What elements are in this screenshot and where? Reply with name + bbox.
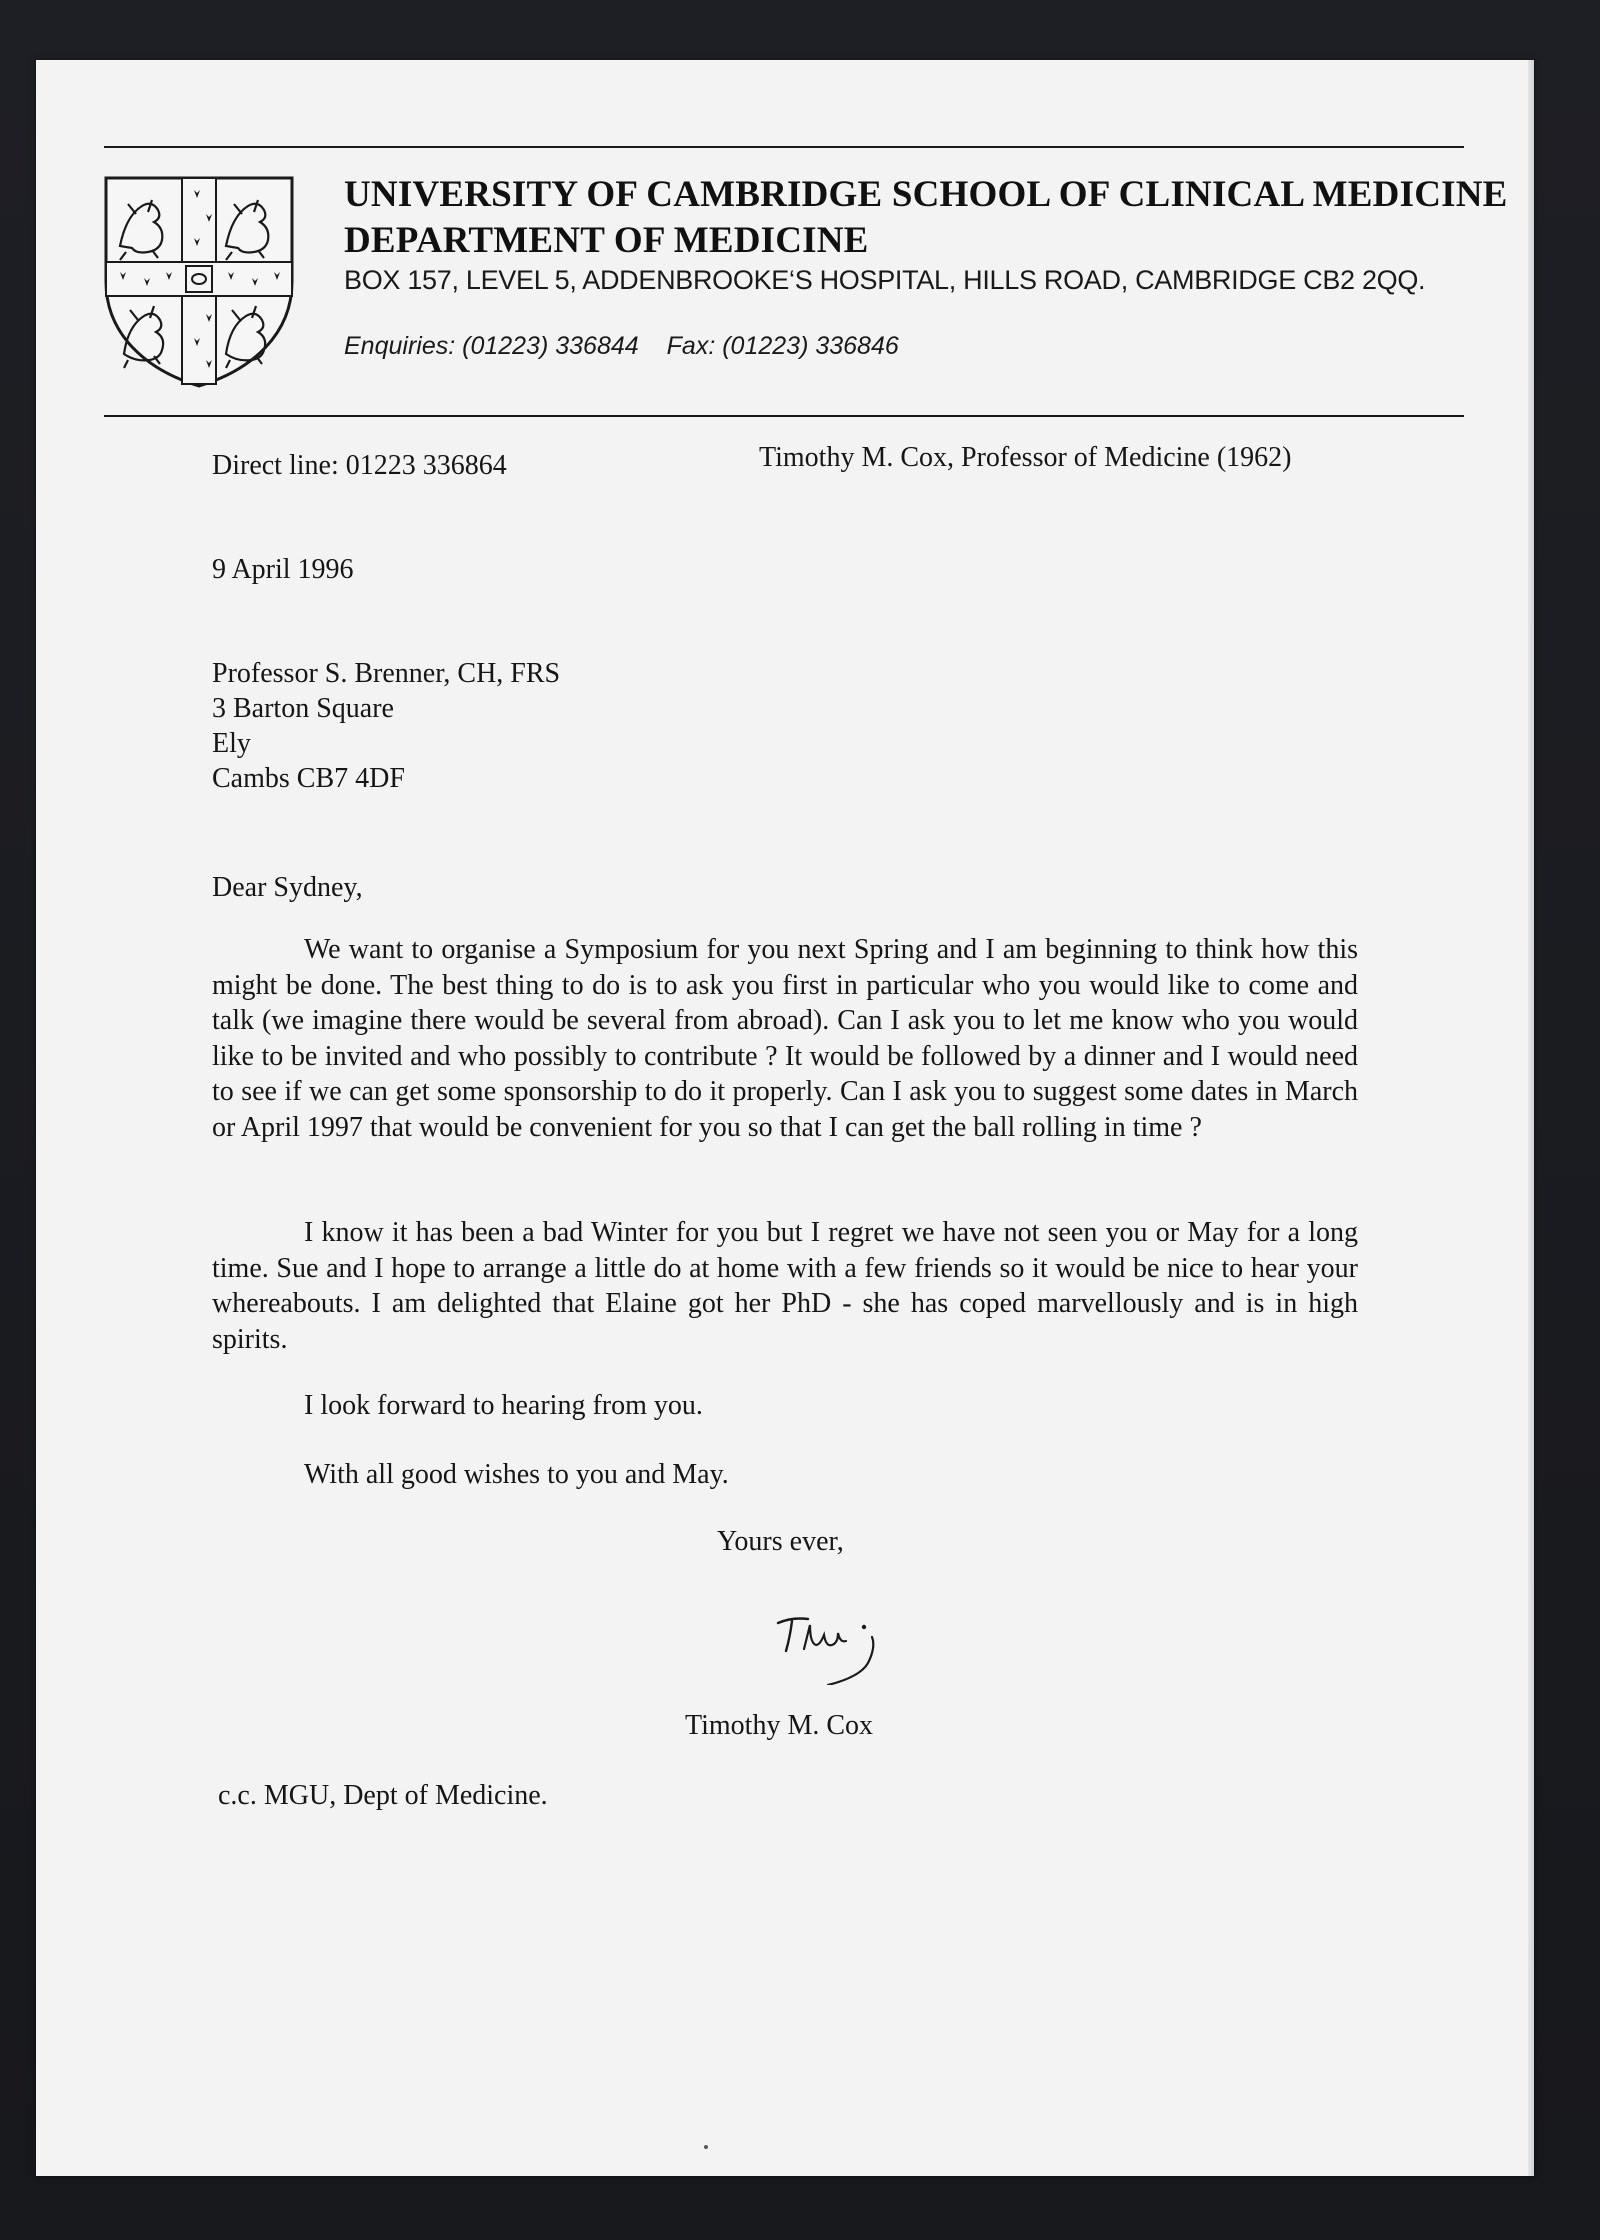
salutation: Dear Sydney, — [212, 872, 363, 903]
department-name: DEPARTMENT OF MEDICINE — [344, 220, 869, 261]
body-paragraph-4: With all good wishes to you and May. — [304, 1459, 729, 1490]
letter-page — [36, 60, 1534, 2176]
letterhead-top-rule — [104, 146, 1464, 148]
letterhead-bottom-rule — [104, 415, 1464, 417]
direct-line: Direct line: 01223 336864 — [212, 450, 507, 481]
sender-name-title: Timothy M. Cox, Professor of Medicine (1962) — [759, 442, 1292, 473]
body-paragraph-1: We want to organise a Symposium for you next Spring and I am beginning to think how this might be done. The best thing to do is to ask you first in particular who you would like to come and talk (we imagine there would be several from abroad). Can I ask you to let me know who you would like to be invited and who possibly to contribute ? It would be followed by a dinner and I would need to see if we can get some sponsorship to do it properly. Can I ask you to suggest some dates in March or April 1997 that would be convenient for you so that I can get the ball rolling in time ? — [212, 934, 1358, 1143]
recipient-line-1: Professor S. Brenner, CH, FRS — [212, 658, 561, 689]
letterhead-contact — [344, 332, 899, 361]
recipient-address — [212, 656, 560, 796]
page-edge — [1528, 60, 1534, 2176]
fax-number: Fax: (01223) 336846 — [666, 332, 899, 360]
closing: Yours ever, — [717, 1526, 844, 1557]
institution-name: UNIVERSITY OF CAMBRIDGE SCHOOL OF CLINICAL MEDICINE — [344, 174, 1508, 215]
paper-speck — [704, 2145, 708, 2149]
university-crest-icon — [102, 174, 296, 390]
signatory-name: Timothy M. Cox — [685, 1710, 874, 1741]
recipient-line-3: Ely — [212, 728, 251, 759]
handwritten-signature — [768, 1605, 908, 1685]
recipient-line-2: 3 Barton Square — [212, 693, 394, 724]
enquiries-number: Enquiries: (01223) 336844 — [344, 332, 639, 360]
recipient-line-4: Cambs CB7 4DF — [212, 763, 405, 794]
letter-date: 9 April 1996 — [212, 554, 354, 585]
body-paragraph-3: I look forward to hearing from you. — [304, 1390, 703, 1421]
institution-address: BOX 157, LEVEL 5, ADDENBROOKE‘S HOSPITAL, HILLS ROAD, CAMBRIDGE CB2 2QQ. — [344, 265, 1426, 295]
cc-line: c.c. MGU, Dept of Medicine. — [218, 1780, 548, 1811]
body-paragraph-2: I know it has been a bad Winter for you but I regret we have not seen you or May for a long time. Sue and I hope to arrange a little do at home with a few friends so it would be nice to hear your whereabouts. I am delighted that Elaine got her PhD - she has coped marvellously and is in high spirits. — [212, 1217, 1358, 1355]
